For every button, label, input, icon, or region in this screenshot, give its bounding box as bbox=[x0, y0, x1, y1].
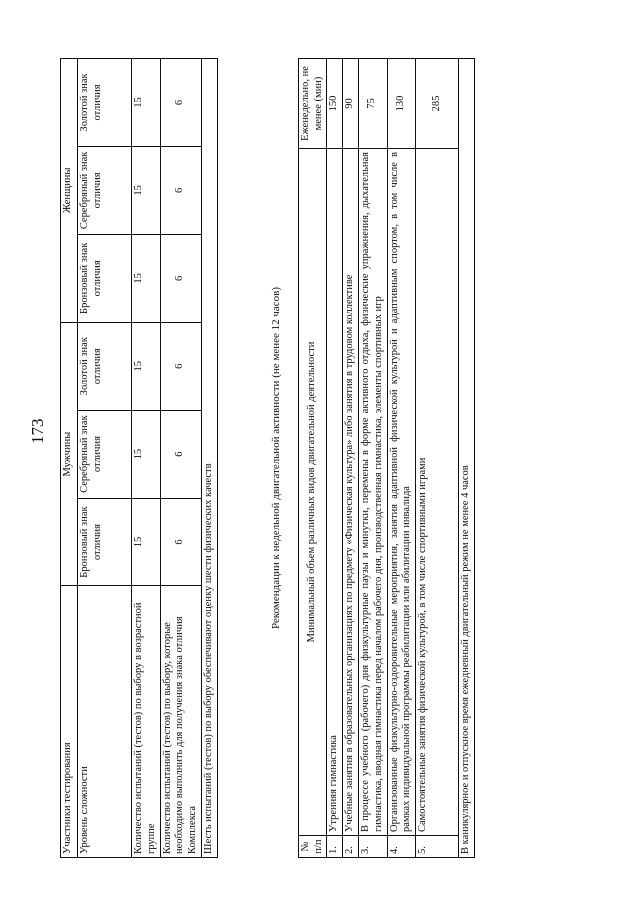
men-header: Мужчины bbox=[61, 322, 78, 586]
table-row bbox=[132, 59, 161, 858]
table-cell: 6 bbox=[160, 234, 201, 322]
women-bronze-header: Бронзовый знак отличия bbox=[78, 234, 132, 322]
men-bronze-header: Бронзовый знак отличия bbox=[78, 498, 132, 586]
weekly-activity-table bbox=[298, 58, 475, 858]
row-value: 285 bbox=[416, 59, 459, 149]
row-value: 90 bbox=[343, 59, 359, 149]
col-activity-header: Минимальный объем различных видов двигательной деятельности bbox=[298, 148, 327, 835]
row-label: Количество испытаний (тестов) по выбору, которые необходимо выполнить для получения знака отличия Комплекса bbox=[160, 586, 201, 858]
rotated-page-content bbox=[60, 58, 580, 858]
table-cell: 15 bbox=[132, 410, 161, 498]
table-row bbox=[358, 59, 387, 858]
table-row bbox=[343, 59, 359, 858]
table1-footer: Шесть испытаний (тестов) по выбору обеспечивают оценку шести физических качеств bbox=[201, 59, 217, 858]
row-text: В процессе учебного (рабочего) дня физкультурные паузы и минутки, перемены в форме активного отдыха, физические упражнения, дыхательная гимнастика, вводная гимнастика перед началом рабочего дня, производственная гимнастика, элементы спортивных игр bbox=[358, 148, 387, 835]
participants-label: Участники тестирования bbox=[61, 586, 78, 858]
table2-title: Рекомендации к недельной двигательной активности (не менее 12 часов) bbox=[269, 286, 282, 630]
table-footer-row bbox=[459, 59, 475, 858]
table-cell: 6 bbox=[160, 146, 201, 234]
table-cell: 6 bbox=[160, 59, 201, 147]
table-row bbox=[416, 59, 459, 858]
table-cell: 15 bbox=[132, 146, 161, 234]
men-silver-header: Серебряный знак отличия bbox=[78, 410, 132, 498]
row-number: 1. bbox=[327, 836, 343, 858]
table2-footer: В каникулярное и отпускное время ежедневный двигательный режим не менее 4 часов bbox=[459, 59, 475, 858]
row-text: Утренняя гимнастика bbox=[327, 148, 343, 835]
table-cell: 15 bbox=[132, 234, 161, 322]
badge-requirements-table bbox=[60, 58, 218, 858]
row-text: Учебные занятия в образовательных организациях по предмету «Физическая культура» либо занятия в трудовом коллективе bbox=[343, 148, 359, 835]
table-cell: 15 bbox=[132, 322, 161, 410]
table-row bbox=[327, 59, 343, 858]
table-row bbox=[387, 59, 416, 858]
table-cell: 6 bbox=[160, 322, 201, 410]
row-value: 75 bbox=[358, 59, 387, 149]
men-gold-header: Золотой знак отличия bbox=[78, 322, 132, 410]
row-value: 150 bbox=[327, 59, 343, 149]
table-cell: 15 bbox=[132, 59, 161, 147]
row-number: 5. bbox=[416, 836, 459, 858]
table-cell: 6 bbox=[160, 498, 201, 586]
row-text: Самостоятельные занятия физической культурой, в том числе спортивными играми bbox=[416, 148, 459, 835]
difficulty-label: Уровень сложности bbox=[78, 586, 132, 858]
row-label: Количество испытаний (тестов) по выбору в возрастной группе bbox=[132, 586, 161, 858]
table-row bbox=[160, 59, 201, 858]
women-header: Женщины bbox=[61, 59, 78, 323]
women-silver-header: Серебряный знак отличия bbox=[78, 146, 132, 234]
col-weekly-header: Еженедельно, не менее (мин) bbox=[298, 59, 327, 149]
page-number: 173 bbox=[28, 418, 47, 444]
row-number: 2. bbox=[343, 836, 359, 858]
row-number: 3. bbox=[358, 836, 387, 858]
table-cell: 6 bbox=[160, 410, 201, 498]
table-footer-row bbox=[201, 59, 217, 858]
row-value: 130 bbox=[387, 59, 416, 149]
women-gold-header: Золотой знак отличия bbox=[78, 59, 132, 147]
col-number-header: № п/п bbox=[298, 836, 327, 858]
row-number: 4. bbox=[387, 836, 416, 858]
row-text: Организованные физкультурно-оздоровительные мероприятия, занятия адаптивной физической культурой и адаптивным спортом, в том числе в рамках индивидуальной программы реабилитации или абилитации инвалида bbox=[387, 148, 416, 835]
table-cell: 15 bbox=[132, 498, 161, 586]
